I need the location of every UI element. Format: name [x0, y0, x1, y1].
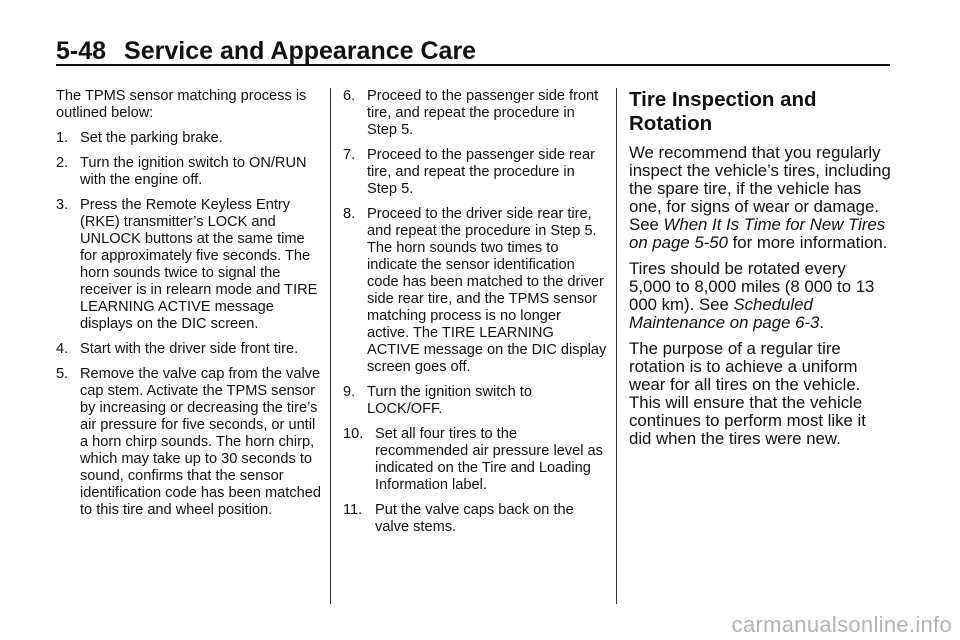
column-middle: [343, 88, 607, 544]
paragraph-text: Tires should be rotated every 5,000 to 8,000 miles (8 000 to 13 000 km). See: [629, 259, 875, 314]
paragraph-text: for more information.: [727, 233, 888, 252]
cross-reference-link[interactable]: Scheduled Maintenance on page 6-3: [629, 295, 820, 332]
column-divider-right: [616, 88, 617, 604]
step-text: Turn the ignition switch to ON/RUN with the engine off.: [80, 155, 307, 188]
column-left: [56, 88, 322, 527]
step-number: 5.: [56, 366, 69, 382]
step-number: 2.: [56, 155, 69, 171]
step-item: [56, 197, 322, 333]
step-item: [56, 366, 322, 519]
rotation-interval-paragraph: [629, 260, 891, 332]
column-divider-left: [330, 88, 331, 604]
column-right: [629, 88, 891, 456]
page-header: [56, 36, 890, 66]
step-number: 8.: [343, 206, 356, 222]
step-number: 4.: [56, 341, 69, 357]
step-item: [343, 206, 607, 376]
section-title: Service and Appearance Care: [124, 37, 477, 65]
step-text: Proceed to the passenger side rear tire, and repeat the procedure in Step 5.: [367, 147, 595, 197]
step-text: Set the parking brake.: [80, 130, 223, 146]
watermark-text: carmanualsonline.info: [731, 612, 952, 637]
section-heading: Tire Inspection and Rotation: [629, 88, 817, 135]
step-text: Turn the ignition switch to LOCK/OFF.: [367, 384, 532, 417]
step-item: [56, 130, 322, 147]
intro-paragraph: The TPMS sensor matching process is outlined below:: [56, 88, 307, 121]
step-number: 7.: [343, 147, 356, 163]
step-text: Put the valve caps back on the valve stems.: [375, 502, 574, 535]
rotation-purpose-paragraph: The purpose of a regular tire rotation is to achieve a uniform wear for all tires on the vehicle. This will ensure that the vehicle continues to perform most like it did when the tires were new.: [629, 339, 866, 448]
step-text: Start with the driver side front tire.: [80, 341, 299, 357]
step-item: [343, 426, 607, 494]
step-text: Proceed to the passenger side front tire, and repeat the procedure in Step 5.: [367, 88, 599, 138]
page-number: 5-48: [56, 37, 107, 65]
step-number: 1.: [56, 130, 69, 146]
step-number: 11.: [343, 502, 363, 518]
step-item: [343, 88, 607, 139]
step-number: 6.: [343, 88, 356, 104]
cross-reference-link[interactable]: When It Is Time for New Tires on page 5-50: [629, 215, 886, 252]
header-rule: [56, 64, 890, 66]
step-number: 3.: [56, 197, 69, 213]
step-item: [343, 384, 607, 418]
step-text: Remove the valve cap from the valve cap stem. Activate the TPMS sensor by increasing or decreasing the tire’s air pressure for five seconds, or until a horn chirp sounds. The horn chirp, which may take up to 30 seconds to sound, confirms that the sensor identification code has been matched to this tire and wheel position.: [80, 366, 321, 518]
step-number: 9.: [343, 384, 356, 400]
step-item: [343, 502, 607, 536]
paragraph-text: .: [819, 313, 825, 332]
paragraph-text: We recommend that you regularly inspect the vehicle’s tires, including the spare tire, if the vehicle has one, for signs of wear or damage. See: [629, 143, 891, 234]
step-item: [56, 155, 322, 189]
step-text: Press the Remote Keyless Entry (RKE) transmitter’s LOCK and UNLOCK buttons at the same time for approximately five seconds. The horn sounds twice to signal the receiver is in relearn mode and TIRE LEARNING ACTIVE message displays on the DIC screen.: [80, 197, 318, 332]
inspection-paragraph: [629, 144, 891, 252]
step-item: [343, 147, 607, 198]
step-text: Proceed to the driver side rear tire, and repeat the procedure in Step 5. The horn sounds two times to indicate the sensor identification code has been matched to the driver side rear tire, and the TPMS sensor matching process is no longer active. The TIRE LEARNING ACTIVE message on the DIC display screen goes off.: [367, 206, 607, 375]
step-item: [56, 341, 322, 358]
step-text: Set all four tires to the recommended air pressure level as indicated on the Tire and Loading Information label.: [375, 426, 603, 493]
step-number: 10.: [343, 426, 364, 442]
